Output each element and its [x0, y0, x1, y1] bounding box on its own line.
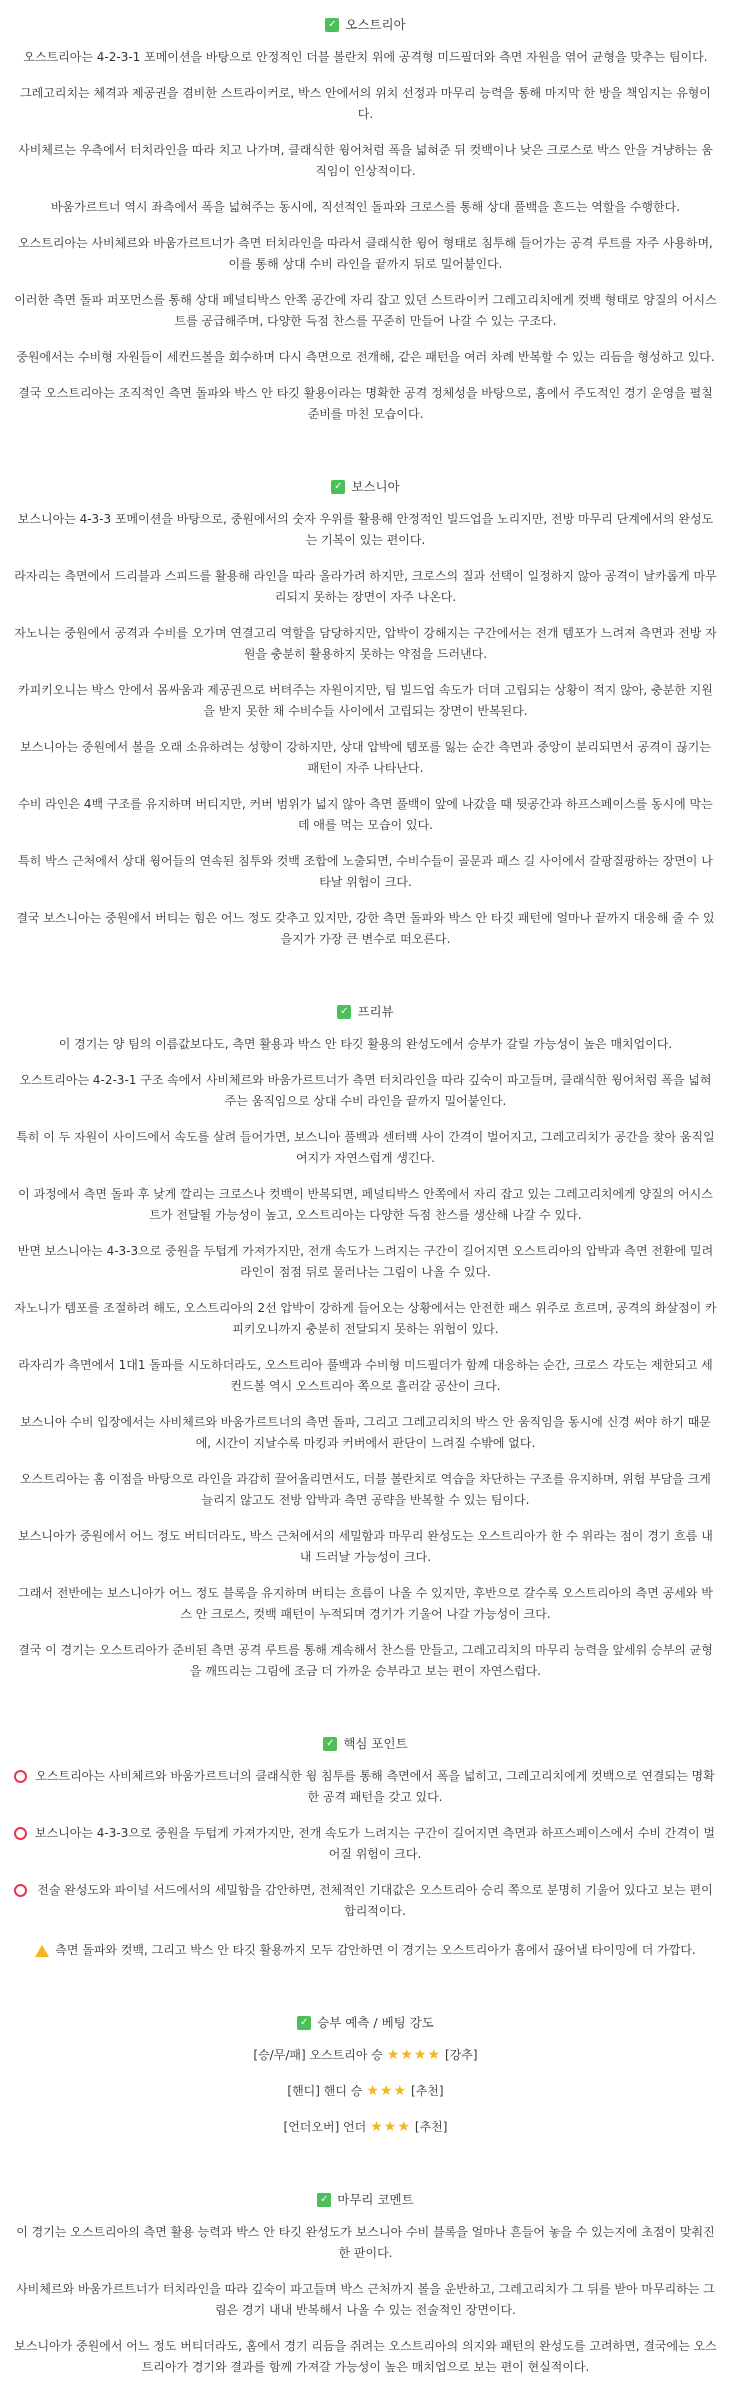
paragraph: 오스트리아는 4-2-3-1 포메이션을 바탕으로 안정적인 더블 볼란치 위에 공격형 미드필더와 측면 자원을 엮어 균형을 맞추는 팀이다. [23, 50, 708, 64]
paragraph: 사비체르와 바움가르트너가 터치라인을 따라 깊숙이 파고들며 박스 근처까지 볼을 운반하고, 그레고리치가 그 뒤를 받아 마무리하는 그림은 경기 내내 반복해서 나올 수 있는 전술적인 장면이다. [16, 2282, 715, 2317]
section-prediction [10, 2012, 721, 2138]
circle-icon [14, 1770, 27, 1783]
heading-text: 마무리 코멘트 [337, 2192, 414, 2207]
key-point [10, 1823, 721, 1865]
heading-text: 승부 예측 / 베팅 강도 [317, 2015, 434, 2030]
star-icon: ★★★★ [386, 2047, 442, 2063]
bet-line [10, 2045, 721, 2066]
check-icon: ✓ [323, 1737, 337, 1751]
heading-text: 오스트리아 [345, 17, 406, 32]
warning-text: 측면 돌파와 컷백, 그리고 박스 안 타깃 활용까지 모두 감안하면 이 경기는 오스트리아가 홈에서 끊어낼 타이밍에 더 가깝다. [55, 1943, 696, 1957]
heading-text: 핵심 포인트 [343, 1736, 408, 1751]
paragraph: 자노니가 템포를 조절하려 해도, 오스트리아의 2선 압박이 강하게 들어오는 상황에서는 안전한 패스 위주로 흐르며, 공격의 화살점이 카피키오니까지 충분히 전달되지 못하는 위험이 있다. [14, 1301, 717, 1336]
paragraph: 보스니아는 4-3-3 포메이션을 바탕으로, 중원에서의 숫자 우위를 활용해 안정적인 빌드업을 노리지만, 전방 마무리 단계에서의 완성도는 기복이 있는 편이다. [17, 512, 714, 547]
bet-line [10, 2117, 721, 2138]
check-icon: ✓ [337, 1005, 351, 1019]
key-point [10, 1880, 721, 1922]
paragraph: 그레고리치는 체격과 제공권을 겸비한 스트라이커로, 박스 안에서의 위치 선정과 마무리 능력을 통해 마지막 한 방을 책임지는 유형이다. [20, 86, 711, 121]
paragraph: 수비 라인은 4백 구조를 유지하며 버티지만, 커버 범위가 넓지 않아 측면 풀백이 앞에 나갔을 때 뒷공간과 하프스페이스를 동시에 막는 데 애를 먹는 모습이 있다. [18, 797, 713, 832]
paragraph: 중원에서는 수비형 자원들이 세컨드볼을 회수하며 다시 측면으로 전개해, 같은 패턴을 여러 차례 반복할 수 있는 리듬을 형성하고 있다. [16, 350, 715, 364]
key-point-text: 오스트리아는 사비체르와 바움가르트너의 클래식한 윙 침투를 통해 측면에서 폭을 넓히고, 그레고리치에게 컷백으로 연결되는 명확한 공격 패턴을 갖고 있다. [35, 1769, 715, 1804]
paragraph: 이러한 측면 돌파 퍼포먼스를 통해 상대 페널티박스 안쪽 공간에 자리 잡고 있던 스트라이커 그레고리치에게 컷백 형태로 양질의 어시스트를 공급해주며, 다양한 득점 찬스를 꾸준히 만들어 나갈 수 있는 구조다. [14, 293, 717, 328]
section-bosnia [10, 476, 721, 950]
paragraph: 오스트리아는 홈 이점을 바탕으로 라인을 과감히 끌어올리면서도, 더블 볼란치로 역습을 차단하는 구조를 유지하며, 위험 부담을 크게 늘리지 않고도 전방 압박과 측면 공략을 반복할 수 있는 팀이다. [20, 1472, 711, 1507]
paragraph: 결국 보스니아는 중원에서 버티는 힘은 어느 정도 갖추고 있지만, 강한 측면 돌파와 박스 안 타깃 패턴에 얼마나 끝까지 대응해 줄 수 있을지가 가장 큰 변수로 떠오른다. [16, 911, 715, 946]
section-heading [10, 1001, 721, 1022]
circle-icon [14, 1884, 27, 1897]
paragraph: 오스트리아는 사비체르와 바움가르트너가 측면 터치라인을 따라서 클래식한 윙어 형태로 침투해 들어가는 공격 루트를 자주 사용하며, 이를 통해 상대 수비 라인을 끝까지 뒤로 밀어붙인다. [18, 236, 713, 271]
key-point-text: 보스니아는 4-3-3으로 중원을 두텁게 가져가지만, 전개 속도가 느려지는 구간이 길어지면 측면과 하프스페이스에서 수비 간격이 벌어질 위험이 크다. [35, 1826, 715, 1861]
key-point [10, 1766, 721, 1808]
heading-text: 프리뷰 [357, 1004, 394, 1019]
star-icon: ★★★ [370, 2119, 411, 2135]
paragraph: 결국 이 경기는 오스트리아가 준비된 측면 공격 루트를 통해 계속해서 찬스를 만들고, 그레고리치의 마무리 능력을 앞세워 승부의 균형을 깨뜨리는 그림에 조금 더 가까운 승부라고 보는 편이 자연스럽다. [18, 1643, 713, 1678]
check-icon: ✓ [331, 480, 345, 494]
paragraph: 자노니는 중원에서 공격과 수비를 오가며 연결고리 역할을 담당하지만, 압박이 강해지는 구간에서는 전개 템포가 느려져 측면과 전방 자원을 충분히 활용하지 못하는 약점을 드러낸다. [14, 626, 717, 661]
section-heading [10, 476, 721, 497]
paragraph: 보스니아가 중원에서 어느 정도 버티더라도, 박스 근처에서의 세밀함과 마무리 완성도는 오스트리아가 한 수 위라는 점이 경기 흐름 내내 드러날 가능성이 크다. [18, 1529, 713, 1564]
check-icon: ✓ [325, 18, 339, 32]
bet-strength: [추천] [414, 2120, 448, 2134]
warning-icon [35, 1945, 49, 1957]
paragraph: 이 경기는 오스트리아의 측면 활용 능력과 박스 안 타깃 완성도가 보스니아 수비 블록을 얼마나 흔들어 놓을 수 있는지에 초점이 맞춰진 한 판이다. [16, 2225, 715, 2260]
bet-label: [승/무/패] 오스트리아 승 [253, 2048, 383, 2062]
bet-label: [핸디] 핸디 승 [287, 2084, 363, 2098]
paragraph: 라자리가 측면에서 1대1 돌파를 시도하더라도, 오스트리아 풀백과 수비형 미드필더가 함께 대응하는 순간, 크로스 각도는 제한되고 세컨드볼 역시 오스트리아 쪽으로 흘러갈 공산이 크다. [18, 1358, 713, 1393]
star-icon: ★★★ [366, 2083, 408, 2099]
bet-strength: [강추] [445, 2048, 478, 2062]
paragraph: 이 과정에서 측면 돌파 후 낮게 깔리는 크로스나 컷백이 반복되면, 페널티박스 안쪽에서 자리 잡고 있는 그레고리치에게 양질의 어시스트가 전달될 가능성이 높고, 오스트리아는 다양한 득점 찬스를 생산해 나갈 수 있다. [18, 1187, 713, 1222]
key-point-text: 전술 완성도와 파이널 서드에서의 세밀함을 감안하면, 전체적인 기대값은 오스트리아 승리 쪽으로 분명히 기울어 있다고 보는 편이 합리적이다. [37, 1883, 713, 1918]
paragraph: 특히 박스 근처에서 상대 윙어들의 연속된 침투와 컷백 조합에 노출되면, 수비수들이 골문과 패스 길 사이에서 갈팡질팡하는 장면이 나타날 위험이 크다. [18, 854, 713, 889]
paragraph: 라자리는 측면에서 드리블과 스피드를 활용해 라인을 따라 올라가려 하지만, 크로스의 질과 선택이 일정하지 않아 공격이 날카롭게 마무리되지 못하는 장면이 자주 나온다. [14, 569, 717, 604]
paragraph: 이 경기는 양 팀의 이름값보다도, 측면 활용과 박스 안 타깃 활용의 완성도에서 승부가 갈릴 가능성이 높은 매치업이다. [58, 1037, 673, 1051]
paragraph: 오스트리아는 4-2-3-1 구조 속에서 사비체르와 바움가르트너가 측면 터치라인을 따라 깊숙이 파고들며, 클래식한 윙어처럼 폭을 넓혀주는 움직임으로 상대 수비 라인을 끝까지 밀어붙인다. [19, 1073, 712, 1108]
paragraph: 바움가르트너 역시 좌측에서 폭을 넓혀주는 동시에, 직선적인 돌파와 크로스를 통해 상대 풀백을 흔드는 역할을 수행한다. [50, 200, 681, 214]
paragraph: 반면 보스니아는 4-3-3으로 중원을 두텁게 가져가지만, 전개 속도가 느려지는 구간이 길어지면 오스트리아의 압박과 측면 전환에 밀려 라인이 점점 뒤로 물러나는 그림이 나올 수 있다. [17, 1244, 714, 1279]
paragraph: 결국 오스트리아는 조직적인 측면 돌파와 박스 안 타깃 활용이라는 명확한 공격 정체성을 바탕으로, 홈에서 주도적인 경기 운영을 펼칠 준비를 마친 모습이다. [18, 386, 713, 421]
section-preview [10, 1001, 721, 1682]
paragraph: 보스니아는 중원에서 볼을 오래 소유하려는 성향이 강하지만, 상대 압박에 템포를 잃는 순간 측면과 중앙이 분리되면서 공격이 끊기는 패턴이 자주 나타난다. [20, 740, 711, 775]
section-heading [10, 14, 721, 35]
section-heading [10, 2189, 721, 2210]
heading-text: 보스니아 [351, 479, 400, 494]
section-austria [10, 14, 721, 425]
section-key-points [10, 1733, 721, 1961]
paragraph: 보스니아 수비 입장에서는 사비체르와 바움가르트너의 측면 돌파, 그리고 그레고리치의 박스 안 움직임을 동시에 신경 써야 하기 때문에, 시간이 지날수록 마킹과 커버에서 판단이 느려질 수밖에 없다. [20, 1415, 711, 1450]
paragraph: 특히 이 두 자원이 사이드에서 속도를 살려 들어가면, 보스니아 풀백과 센터백 사이 간격이 벌어지고, 그레고리치가 공간을 찾아 움직일 여지가 자연스럽게 생긴다. [16, 1130, 715, 1165]
bet-label: [언더오버] 언더 [283, 2120, 367, 2134]
check-icon: ✓ [297, 2016, 311, 2030]
section-closing [10, 2189, 721, 2378]
paragraph: 사비체르는 우측에서 터치라인을 따라 치고 나가며, 클래식한 윙어처럼 폭을 넓혀준 뒤 컷백이나 낮은 크로스로 박스 안을 겨냥하는 움직임이 인상적이다. [18, 143, 713, 178]
section-heading [10, 2012, 721, 2033]
bet-line [10, 2081, 721, 2102]
bet-strength: [추천] [411, 2084, 444, 2098]
check-icon: ✓ [317, 2193, 331, 2207]
warning-note [10, 1940, 721, 1961]
paragraph: 보스니아가 중원에서 어느 정도 버티더라도, 홈에서 경기 리듬을 쥐려는 오스트리아의 의지와 패턴의 완성도를 고려하면, 결국에는 오스트리아가 경기와 결과를 함께 가져갈 가능성이 높은 매치업으로 보는 편이 현실적이다. [14, 2339, 717, 2374]
section-heading [10, 1733, 721, 1754]
circle-icon [14, 1827, 27, 1840]
paragraph: 카피키오니는 박스 안에서 몸싸움과 제공권으로 버텨주는 자원이지만, 팀 빌드업 속도가 더뎌 고립되는 상황이 적지 않아, 충분한 지원을 받지 못한 채 수비수들 사이에서 고립되는 장면이 반복된다. [18, 683, 713, 718]
paragraph: 그래서 전반에는 보스니아가 어느 정도 블록을 유지하며 버티는 흐름이 나올 수 있지만, 후반으로 갈수록 오스트리아의 측면 공세와 박스 안 크로스, 컷백 패턴이 누적되며 경기가 기울어 나갈 가능성이 크다. [18, 1586, 713, 1621]
